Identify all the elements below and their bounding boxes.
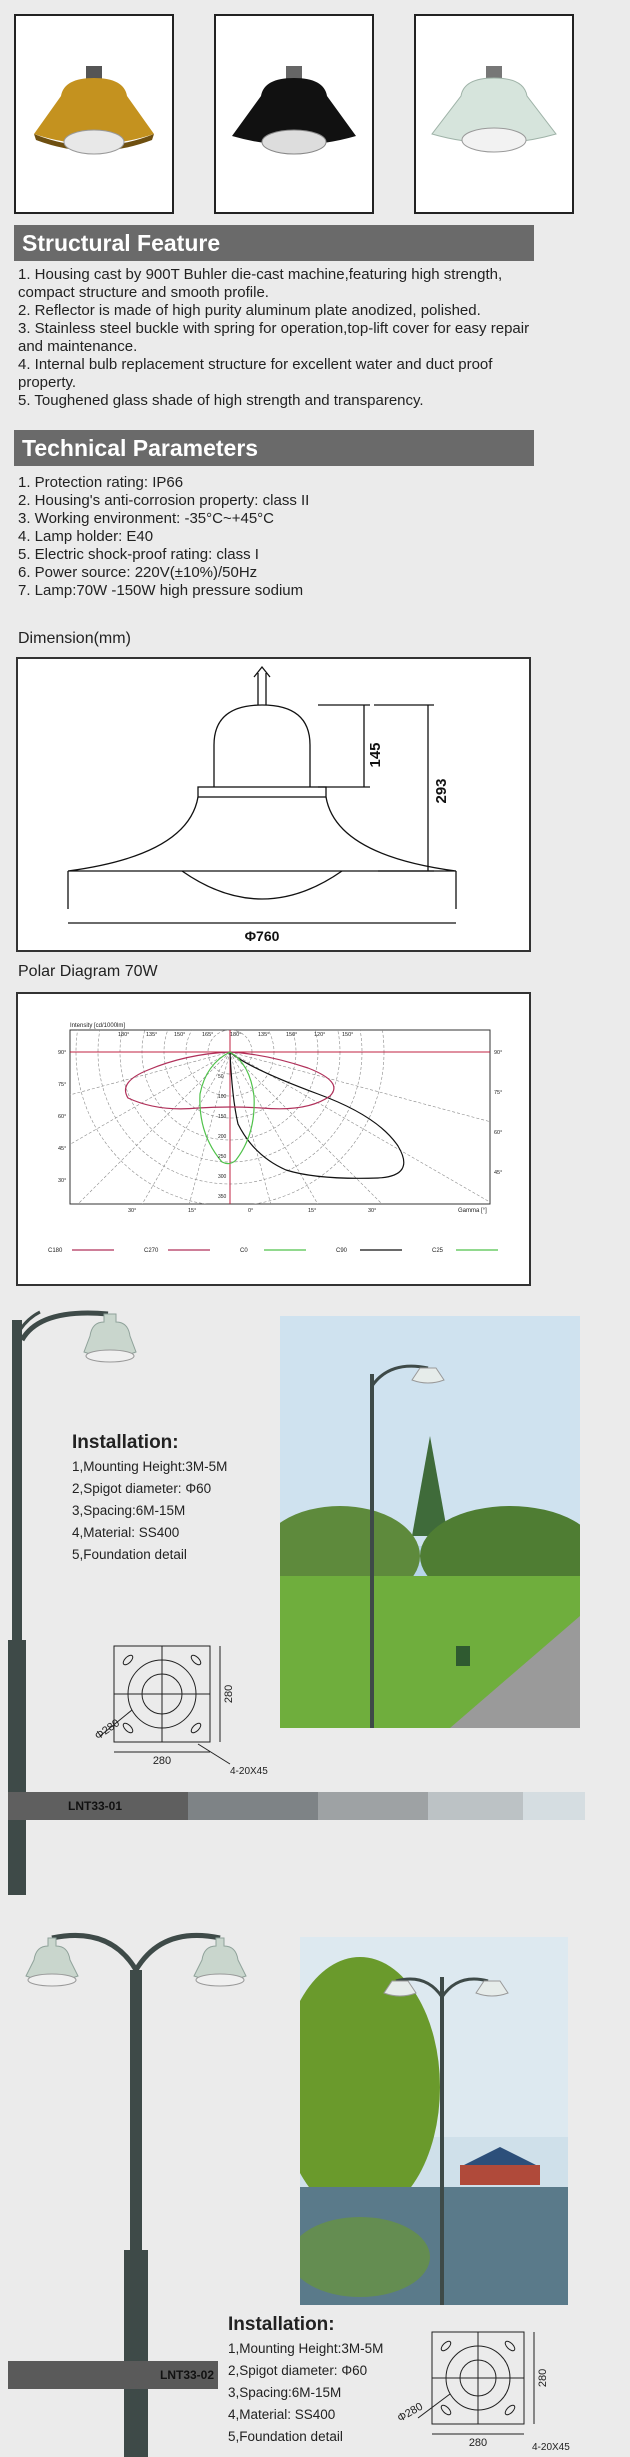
polar-radial-tick: 200	[218, 1134, 227, 1140]
structural-feature-heading: Structural Feature	[14, 225, 534, 261]
product1-foundation-height: 280	[223, 1684, 235, 1704]
structural-item: 1. Housing cast by 900T Buhler die-cast machine,featuring high strength, compact structure and smooth profile.	[18, 266, 503, 301]
product2-foundation-diagonal: Φ280	[396, 2400, 426, 2425]
product2-foundation-bolts: 4-20X45	[532, 2442, 570, 2453]
polar-right-tick: 60°	[494, 1130, 503, 1136]
polar-top-tick: 165°	[202, 1032, 214, 1038]
technical-item: 7. Lamp:70W -150W high pressure sodium	[18, 582, 304, 599]
white-lamp-image	[416, 16, 572, 212]
polar-caption: Polar Diagram 70W	[18, 963, 158, 980]
polar-grid-ray	[126, 1052, 230, 1284]
structural-feature-list	[18, 266, 538, 410]
product1-install-line: 2,Spigot diameter: Φ60	[72, 1481, 212, 1496]
park-scene-image	[280, 1316, 580, 1728]
product2-install-line: 3,Spacing:6M-15M	[228, 2385, 342, 2400]
polar-bottom-tick: 30°	[368, 1208, 377, 1214]
product1-installation	[72, 1430, 227, 1566]
product1-install-line: 1,Mounting Height:3M-5M	[72, 1459, 228, 1474]
polar-top-tick: 120°	[314, 1032, 326, 1038]
curve-c90	[230, 1052, 404, 1178]
polar-right-tick: 90°	[494, 1050, 503, 1056]
polar-bottom-tick: 0°	[248, 1208, 254, 1214]
polar-legend-label: C180	[48, 1248, 63, 1254]
thumb-white-lamp	[414, 14, 574, 214]
dim-height-total: 293	[433, 778, 450, 804]
product1-bar-seg3	[318, 1792, 428, 1820]
product2-foundation-width: 280	[468, 2437, 488, 2449]
product1-foundation-diagonal: Φ280	[92, 1717, 122, 1743]
polar-bottom-tick: 30°	[128, 1208, 137, 1214]
technical-item: 3. Working environment: -35°C~+45°C	[18, 510, 275, 527]
polar-diagram-svg	[18, 994, 529, 1284]
polar-grid-ray	[230, 1052, 529, 1252]
product2-installation	[228, 2312, 383, 2448]
polar-legend-label: C25	[432, 1248, 444, 1254]
technical-item: 4. Lamp holder: E40	[18, 528, 154, 545]
dimension-caption: Dimension(mm)	[18, 630, 131, 647]
polar-top-tick: 150°	[286, 1032, 298, 1038]
polar-radial-tick: 250	[218, 1154, 227, 1160]
polar-legend-label: C90	[336, 1248, 348, 1254]
dim-height-top: 145	[367, 742, 384, 768]
product1-bar-seg5	[523, 1792, 585, 1820]
technical-parameters-list	[18, 474, 538, 600]
product1-photo	[280, 1316, 580, 1728]
polar-grid-ray	[18, 1052, 230, 1252]
polar-top-tick: 150°	[174, 1032, 186, 1038]
polar-top-tick: 135°	[258, 1032, 270, 1038]
polar-bottom-tick: 15°	[308, 1208, 317, 1214]
polar-left-tick: 90°	[58, 1050, 67, 1056]
polar-right-tick: 45°	[494, 1170, 503, 1176]
polar-top-tick: 180°	[118, 1032, 130, 1038]
polar-top-tick: 135°	[146, 1032, 158, 1038]
structural-item: 5. Toughened glass shade of high strength and transparency.	[18, 392, 424, 409]
thumb-black-lamp	[214, 14, 374, 214]
technical-item: 1. Protection rating: IP66	[18, 474, 184, 491]
product1-foundation-bolts: 4-20X45	[230, 1766, 268, 1777]
polar-radial-tick: 100	[218, 1094, 227, 1100]
product1-foundation-width: 280	[152, 1755, 172, 1767]
technical-item: 5. Electric shock-proof rating: class I	[18, 546, 259, 563]
dimension-drawing	[16, 657, 531, 952]
polar-legend-label: C270	[144, 1248, 159, 1254]
polar-top-tick: 180°	[230, 1032, 242, 1038]
product1-install-line: 3,Spacing:6M-15M	[72, 1503, 186, 1518]
structural-item: 4. Internal bulb replacement structure for excellent water and duct proof property.	[18, 356, 493, 391]
polar-radial-tick: 50	[218, 1074, 224, 1080]
polar-radial-tick: 350	[218, 1194, 227, 1200]
polar-grid-ray	[230, 1052, 513, 1284]
polar-gamma-label: Gamma [°]	[458, 1208, 487, 1214]
polar-radial-tick: 300	[218, 1174, 227, 1180]
polar-left-tick: 60°	[58, 1114, 67, 1120]
black-lamp-image	[216, 16, 372, 212]
product2-code: LNT33-02	[160, 2368, 215, 2382]
polar-left-tick: 30°	[58, 1178, 67, 1184]
product1-install-line: 4,Material: SS400	[72, 1525, 180, 1540]
product2-install-line: 4,Material: SS400	[228, 2407, 336, 2422]
dim-diameter: Φ760	[244, 928, 280, 944]
product1-install-line: 5,Foundation detail	[72, 1547, 187, 1562]
polar-radial-tick: 150	[218, 1114, 227, 1120]
product2-foundation-height: 280	[537, 2368, 549, 2388]
structural-item: 2. Reflector is made of high purity aluminum plate anodized, polished.	[18, 302, 481, 319]
technical-parameters-heading: Technical Parameters	[14, 430, 534, 466]
polar-left-tick: 75°	[58, 1082, 67, 1088]
product1-bar-seg2	[188, 1792, 318, 1820]
willow-lake-image	[300, 1937, 568, 2305]
amber-lamp-image	[16, 16, 172, 212]
technical-item: 6. Power source: 220V(±10%)/50Hz	[18, 564, 258, 581]
product1-foundation-drawing	[80, 1640, 300, 1780]
polar-axis-title: Intensity [cd/1000lm]	[70, 1023, 126, 1029]
thumb-amber-lamp	[14, 14, 174, 214]
polar-diagram	[16, 992, 531, 1286]
polar-legend-label: C0	[240, 1248, 248, 1254]
product2-install-line: 2,Spigot diameter: Φ60	[228, 2363, 368, 2378]
product2-photo	[300, 1937, 568, 2305]
product1-bar-seg4	[428, 1792, 523, 1820]
product1-code: LNT33-01	[68, 1799, 123, 1813]
polar-grid-ray	[230, 1052, 529, 1156]
polar-bottom-tick: 15°	[188, 1208, 197, 1214]
polar-grid-ray	[230, 1052, 430, 1284]
dimension-drawing-svg	[18, 659, 529, 950]
polar-grid-ray	[18, 1052, 230, 1156]
structural-item: 3. Stainless steel buckle with spring for operation,top-lift cover for easy repair and maintenance.	[18, 320, 530, 355]
polar-left-tick: 45°	[58, 1146, 67, 1152]
polar-top-tick: 150°	[342, 1032, 354, 1038]
product2-install-line: 1,Mounting Height:3M-5M	[228, 2341, 384, 2356]
product2-install-line: 5,Foundation detail	[228, 2429, 343, 2444]
product2-foundation-drawing	[396, 2322, 626, 2457]
product2-install-title: Installation:	[228, 2314, 335, 2335]
polar-right-tick: 75°	[494, 1090, 503, 1096]
technical-item: 2. Housing's anti-corrosion property: class II	[18, 492, 310, 509]
product1-install-title: Installation:	[72, 1432, 179, 1453]
